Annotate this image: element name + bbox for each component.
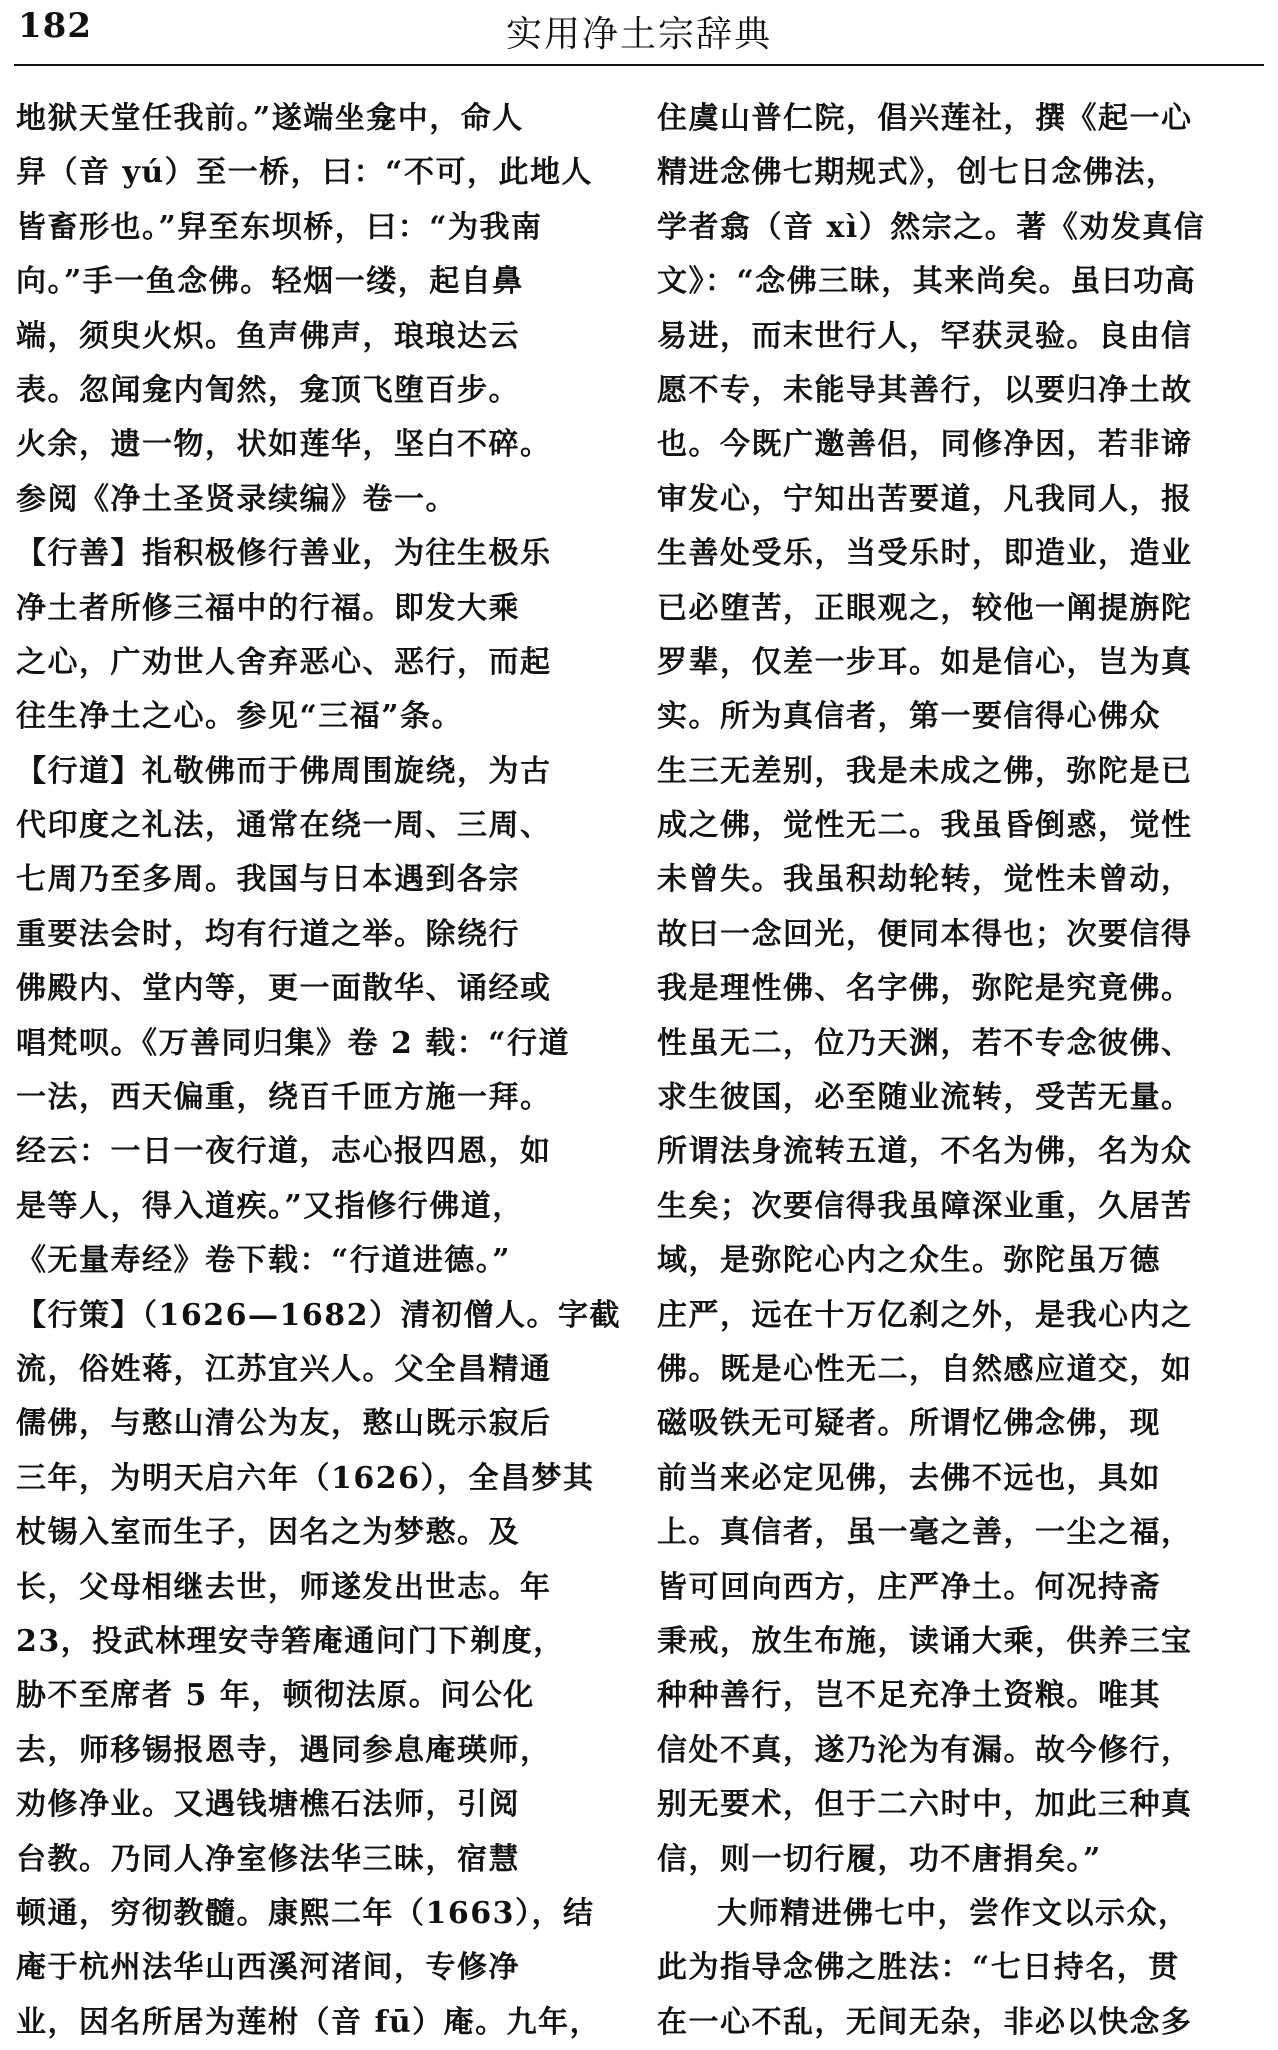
text-line: 信，则一切行履，功不唐捐矣。” [657, 1841, 1102, 1877]
text-line: 皆可回向西方，庄严净土。何况持斋 [657, 1569, 1161, 1605]
text-line: 七周乃至多周。我国与日本遇到各宗 [16, 862, 520, 898]
text-line: 磁吸铁无可疑者。所谓忆佛念佛，现 [657, 1406, 1161, 1442]
text-line: 佛殿内、堂内等，更一面散华、诵经或 [16, 971, 552, 1007]
text-line: 愿不专，未能导其善行，以要归净土故 [657, 372, 1193, 408]
text-line: 此为指导念佛之胜法：“七日持名，贯 [657, 1950, 1180, 1986]
text-line: 实。所为真信者，第一要信得心佛众 [657, 699, 1161, 735]
text-line: 成之佛，觉性无二。我虽昏倒惑，觉性 [657, 808, 1193, 844]
text-line: 也。今既广邀善侣，同修净因，若非谛 [657, 427, 1193, 463]
book-title: 实用净土宗辞典 [505, 14, 772, 55]
text-line: 生矣；次要信得我虽障深业重，久居苦 [657, 1188, 1193, 1224]
text-line: 【行策】（1626—1682）清初僧人。字截 [16, 1297, 621, 1333]
page-header [0, 0, 1278, 66]
text-line: 《无量寿经》卷下载：“行道进德。” [16, 1243, 512, 1279]
text-line: 皆畜形也。”舁至东坝桥，曰：“为我南 [16, 209, 543, 245]
text-line: 在一心不乱，无间无杂，非必以快念多 [657, 2004, 1193, 2040]
text-line: 住虞山普仁院，倡兴莲社，撰《起一心 [657, 101, 1193, 136]
text-line: 前当来必定见佛，去佛不远也，具如 [657, 1460, 1161, 1496]
text-line: 文》：“念佛三昧，其来尚矣。虽曰功高 [657, 264, 1197, 300]
page-number: 182 [18, 6, 92, 46]
text-line: 上。真信者，虽一毫之善，一尘之福， [657, 1515, 1193, 1551]
text-line: 种种善行，岂不足充净土资粮。唯其 [657, 1678, 1161, 1714]
text-line: 审发心，宁知出苦要道，凡我同人，报 [657, 481, 1193, 517]
text-line: 是等人，得入道疾。”又指修行佛道， [16, 1188, 524, 1224]
text-line: 代印度之礼法，通常在绕一周、三周、 [16, 808, 552, 844]
text-line: 儒佛，与憨山清公为友，憨山既示寂后 [16, 1406, 552, 1442]
text-line: 端，须臾火炽。鱼声佛声，琅琅达云 [16, 318, 520, 354]
text-line: 未曾失。我虽积劫轮转，觉性未曾动， [657, 862, 1193, 898]
text-line: 罗辈，仅差一步耳。如是信心，岂为真 [657, 644, 1193, 680]
right-column [657, 92, 1265, 2050]
text-line: 重要法会时，均有行道之举。除绕行 [16, 916, 520, 952]
text-line: 舁（音 yú）至一桥，曰：“不可，此地人 [16, 155, 593, 191]
left-column [16, 92, 624, 2050]
text-line: 23，投武林理安寺箬庵通问门下剃度， [16, 1623, 565, 1659]
text-line: 域，是弥陀心内之众生。弥陀虽万德 [657, 1243, 1161, 1279]
text-line: 大师精进佛七中，尝作文以示众， [717, 1895, 1190, 1931]
text-line: 劝修净业。又遇钱塘樵石法师，引阅 [16, 1787, 520, 1823]
text-line: 表。忽闻龛内訇然，龛顶飞堕百步。 [16, 372, 520, 408]
text-line: 之心，广劝世人舍弃恶心、恶行，而起 [16, 644, 552, 680]
text-line: 易进，而末世行人，罕获灵验。良由信 [657, 318, 1193, 354]
text-line: 信处不真，遂乃沦为有漏。故今修行， [657, 1732, 1193, 1768]
text-line: 向。”手一鱼念佛。轻烟一缕，起自鼻 [16, 264, 524, 300]
text-line: 去，师移锡报恩寺，遇同参息庵瑛师， [16, 1732, 552, 1768]
text-line: 别无要术，但于二六时中，加此三种真 [657, 1787, 1193, 1823]
header-rule [14, 64, 1264, 66]
text-line: 净土者所修三福中的行福。即发大乘 [16, 590, 520, 626]
text-line: 我是理性佛、名字佛，弥陀是究竟佛。 [657, 971, 1193, 1007]
text-line: 佛。既是心性无二，自然感应道交，如 [657, 1351, 1193, 1387]
text-line: 求生彼国，必至随业流转，受苦无量。 [657, 1080, 1193, 1116]
text-line: 秉戒，放生布施，读诵大乘，供养三宝 [657, 1623, 1193, 1659]
text-line: 一法，西天偏重，绕百千匝方施一拜。 [16, 1080, 552, 1116]
text-line: 故曰一念回光，便同本得也；次要信得 [657, 916, 1193, 952]
text-line: 业，因名所居为莲柎（音 fū）庵。九年， [16, 2004, 602, 2040]
text-line: 所谓法身流转五道，不名为佛，名为众 [657, 1134, 1193, 1170]
text-line: 地狱天堂任我前。”遂端坐龛中，命人 [16, 101, 524, 136]
text-line: 精进念佛七期规式》，创七日念佛法， [657, 155, 1178, 191]
text-line: 性虽无二，位乃天渊，若不专念彼佛、 [657, 1025, 1193, 1061]
text-line: 唱梵呗。《万善同归集》卷 2 载：“行道 [16, 1025, 571, 1061]
text-line: 流，俗姓蒋，江苏宜兴人。父全昌精通 [16, 1351, 552, 1387]
text-line: 顿通，穷彻教髓。康熙二年（1663），结 [16, 1895, 595, 1931]
text-line: 长，父母相继去世，师遂发出世志。年 [16, 1569, 552, 1605]
text-line: 生善处受乐，当受乐时，即造业，造业 [657, 536, 1193, 572]
text-line: 胁不至席者 5 年，顿彻法原。问公化 [16, 1678, 535, 1714]
text-line: 生三无差别，我是未成之佛，弥陀是已 [657, 753, 1193, 789]
text-line: 已必堕苦，正眼观之，较他一阐提旃陀 [657, 590, 1193, 626]
text-line: 三年，为明天启六年（1626），全昌梦其 [16, 1460, 595, 1496]
text-line: 【行善】指积极修行善业，为往生极乐 [16, 536, 552, 572]
text-line: 学者翕（音 xì）然宗之。著《劝发真信 [657, 209, 1206, 245]
text-line: 经云：一日一夜行道，志心报四恩，如 [16, 1134, 552, 1170]
text-line: 庵于杭州法华山西溪河渚间，专修净 [16, 1950, 520, 1986]
text-line: 【行道】礼敬佛而于佛周围旋绕，为古 [16, 753, 552, 789]
text-line: 庄严，远在十万亿刹之外，是我心内之 [657, 1297, 1193, 1333]
text-line: 火余，遗一物，状如莲华，坚白不碎。 [16, 427, 552, 463]
text-line: 参阅《净土圣贤录续编》卷一。 [16, 481, 457, 517]
text-line: 往生净土之心。参见“三福”条。 [16, 699, 464, 735]
text-line: 台教。乃同人净室修法华三昧，宿慧 [16, 1841, 520, 1877]
text-line: 杖锡入室而生子，因名之为梦憨。及 [16, 1515, 520, 1551]
